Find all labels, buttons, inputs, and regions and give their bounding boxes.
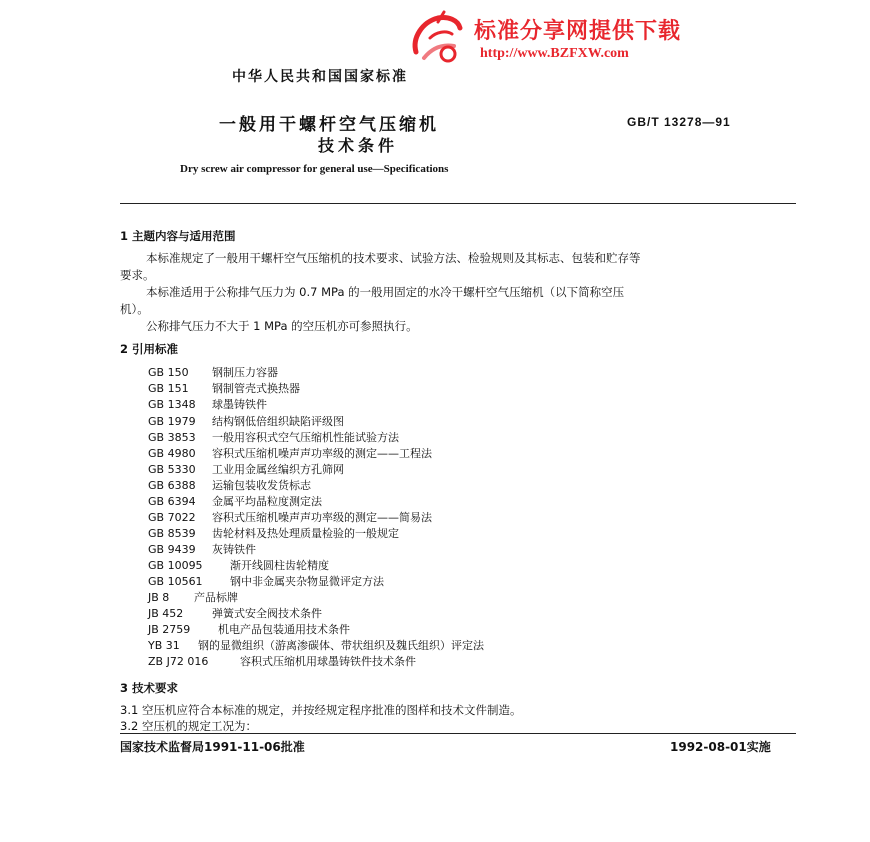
reference-code: ZB J72 016 — [148, 655, 209, 668]
reference-name: 球墨铸铁件 — [212, 398, 267, 411]
reference-name: 渐开线圆柱齿轮精度 — [230, 559, 329, 572]
reference-name: 钢制管壳式换热器 — [212, 382, 300, 395]
reference-name: 金属平均晶粒度测定法 — [212, 495, 322, 508]
reference-item — [148, 477, 311, 493]
reference-item — [148, 493, 322, 509]
reference-code: GB 151 — [148, 382, 189, 395]
reference-code: GB 4980 — [148, 447, 196, 460]
reference-item — [148, 429, 399, 445]
reference-item — [148, 509, 432, 525]
effective-date: 1992-08-01实施 — [670, 740, 771, 754]
section3-item1: 3.1 空压机应符合本标准的规定，并按经规定程序批准的图样和技术文件制造。 — [120, 703, 522, 717]
document-title-line1: 一般用干螺杆空气压缩机 — [219, 115, 439, 135]
reference-name: 钢中非金属夹杂物显微评定方法 — [230, 575, 384, 588]
standard-number: GB/T 13278—91 — [627, 115, 731, 129]
reference-code: JB 8 — [148, 591, 170, 604]
reference-item — [148, 573, 384, 589]
reference-name: 产品标牌 — [194, 591, 238, 604]
document-title-line2: 技术条件 — [318, 136, 399, 155]
reference-code: GB 8539 — [148, 527, 196, 540]
reference-name: 钢的显微组织（游离渗碳体、带状组织及魏氏组织）评定法 — [198, 639, 484, 652]
reference-code: GB 1348 — [148, 398, 196, 411]
reference-name: 齿轮材料及热处理质量检验的一般规定 — [212, 527, 399, 540]
reference-code: GB 6394 — [148, 495, 196, 508]
reference-name: 工业用金属丝编织方孔筛网 — [212, 463, 344, 476]
section1-paragraph1-line2: 要求。 — [120, 268, 155, 282]
footer-divider — [120, 733, 796, 734]
section3-heading: 3 技术要求 — [120, 681, 179, 695]
reference-item — [148, 605, 322, 621]
reference-code: GB 3853 — [148, 431, 196, 444]
reference-item — [148, 637, 484, 653]
reference-name: 结构钢低倍组织缺陷评级图 — [212, 415, 344, 428]
reference-name: 机电产品包装通用技术条件 — [218, 623, 350, 636]
reference-code: GB 7022 — [148, 511, 196, 524]
reference-item — [148, 445, 432, 461]
reference-item — [148, 541, 256, 557]
watermark-title: 标准分享网提供下载 — [474, 19, 682, 44]
section1-paragraph2-line2: 机）。 — [120, 302, 149, 316]
country-standard-label: 中华人民共和国国家标准 — [232, 69, 408, 85]
section1-paragraph1-line1: 本标准规定了一般用干螺杆空气压缩机的技术要求、试验方法、检验规则及其标志、包装和贮存等 — [146, 251, 641, 265]
reference-item — [148, 589, 238, 605]
reference-item — [148, 396, 267, 412]
reference-item — [148, 557, 329, 573]
reference-item — [148, 413, 344, 429]
reference-code: GB 10095 — [148, 559, 203, 572]
reference-name: 弹簧式安全阀技术条件 — [212, 607, 322, 620]
approval-date: 国家技术监督局1991-11-06批准 — [120, 740, 305, 754]
section1-paragraph2-line1: 本标准适用于公称排气压力为 0.7 MPa 的一般用固定的水冷干螺杆空气压缩机（以下简称空压 — [146, 285, 625, 299]
watermark-url: http://www.BZFXW.com — [480, 46, 629, 61]
reference-name: 容积式压缩机噪声声功率级的测定——简易法 — [212, 511, 432, 524]
header-divider — [120, 203, 796, 204]
reference-code: YB 31 — [148, 639, 180, 652]
watermark — [408, 8, 768, 68]
reference-name: 灰铸铁件 — [212, 543, 256, 556]
section1-heading: 1 主题内容与适用范围 — [120, 229, 236, 243]
reference-name: 一般用容积式空气压缩机性能试验方法 — [212, 431, 399, 444]
section3-item2: 3.2 空压机的规定工况为： — [120, 719, 257, 733]
reference-item — [148, 380, 300, 396]
reference-code: GB 10561 — [148, 575, 203, 588]
reference-item — [148, 364, 278, 380]
reference-name: 容积式压缩机噪声声功率级的测定——工程法 — [212, 447, 432, 460]
reference-code: GB 1979 — [148, 415, 196, 428]
watermark-logo-icon — [408, 8, 470, 68]
reference-item — [148, 461, 344, 477]
reference-code: JB 452 — [148, 607, 184, 620]
reference-code: GB 6388 — [148, 479, 196, 492]
reference-name: 容积式压缩机用球墨铸铁件技术条件 — [240, 655, 416, 668]
reference-name: 运输包装收发货标志 — [212, 479, 311, 492]
reference-code: GB 5330 — [148, 463, 196, 476]
reference-item — [148, 653, 416, 669]
section2-heading: 2 引用标准 — [120, 342, 179, 356]
english-title: Dry screw air compressor for general use—Specifications — [180, 163, 449, 175]
reference-name: 钢制压力容器 — [212, 366, 278, 379]
reference-item — [148, 621, 350, 637]
reference-code: JB 2759 — [148, 623, 191, 636]
reference-code: GB 9439 — [148, 543, 196, 556]
section1-paragraph3: 公称排气压力不大于 1 MPa 的空压机亦可参照执行。 — [146, 319, 418, 333]
reference-code: GB 150 — [148, 366, 189, 379]
reference-item — [148, 525, 399, 541]
